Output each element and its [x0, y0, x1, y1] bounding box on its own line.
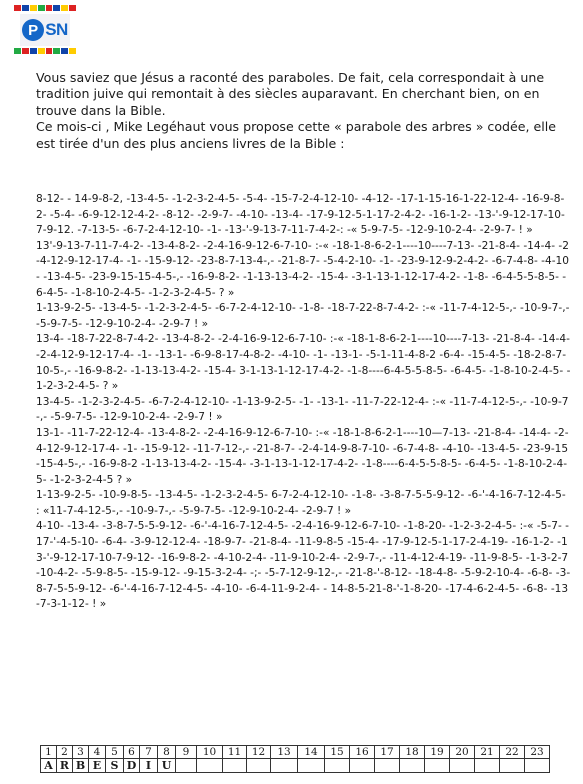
key-number-cell: 4 — [89, 746, 106, 759]
key-number-cell: 17 — [375, 746, 400, 759]
key-number-cell: 23 — [525, 746, 550, 759]
key-number-cell: 16 — [350, 746, 375, 759]
intro-text — [36, 70, 571, 152]
key-letter-cell — [197, 759, 223, 773]
code-paragraph: 13-1- -11-7-22-12-4- -13-4-8-2- -2-4-16-9-12-6-7-10- :-« -18-1-8-6-2-1----10—7-13- -21-8-4- -14-4- -2-4-12-9-12-17-4- -1- -15-9-12- -11-7-12-,- -21-8-7- -2-4-14-9-8-7-10- -6-7-4-8- -4-10- -13-4-5- -23-9-15-15-4-5-,- -16-9-8-2 -1-13-13-4-2- -15-4- -3-1-13-1-12-17-4-2- -1-8----6-4-5-5-8-5- -6-4-5- -1-8-10-2-4-5- -1-2-3-2-4-5 ? » — [36, 426, 569, 486]
code-paragraph: 13'-9-13-7-11-7-4-2- -13-4-8-2- -2-4-16-9-12-6-7-10- :-« -18-1-8-6-2-1----10----7-13- -21-8-4- -14-4- -2-4-12-9-12-17-4- -1- -15-9-12- -23-8-7-13-4-,- -21-8-7- -5-4-2-10- -1- -23-9-12-9-2-4-2- -6-7-4-8- -4-10- -13-4-5- -23-9-15-15-4-5-,- -16-9-8-2- -1-13-13-4-2- -15-4- -3-1-13-1-12-17-4-2- -1-8- -6-4-5-5-8-5- -6-4-5- -1-8-10-2-4-5- -1-2-3-2-4-5- ? » — [36, 239, 570, 299]
key-letter-cell: E — [89, 759, 106, 773]
key-number-cell: 15 — [325, 746, 350, 759]
key-letter-cell: S — [106, 759, 124, 773]
key-number-cell: 22 — [500, 746, 525, 759]
key-number-row — [41, 746, 550, 759]
key-number-cell: 7 — [140, 746, 158, 759]
key-letter-cell — [450, 759, 475, 773]
key-number-cell: 2 — [57, 746, 73, 759]
flag-strip-bottom — [14, 48, 76, 56]
key-letter-row — [41, 759, 550, 773]
key-letter-cell — [176, 759, 197, 773]
psn-logo — [14, 5, 76, 57]
coded-parable — [36, 192, 571, 613]
flag-strip-top — [14, 5, 76, 14]
key-number-cell: 19 — [425, 746, 450, 759]
key-number-cell: 21 — [475, 746, 500, 759]
intro-paragraph: Vous saviez que Jésus a raconté des paraboles. De fait, cela correspondait à une tradition juive qui remontait à des siècles auparavant. En cherchant bien, on en trouve dans la Bible. — [36, 70, 545, 118]
key-letter-cell: A — [41, 759, 57, 773]
code-paragraph: 1-13-9-2-5- -13-4-5- -1-2-3-2-4-5- -6-7-2-4-12-10- -1-8- -18-7-22-8-7-4-2- :-« -11-7-4-12-5-,- -10-9-7-,- -5-9-7-5- -12-9-10-2-4- -2-9-7 ! » — [36, 302, 570, 330]
logo-emblem — [20, 14, 70, 46]
decoding-key-table — [40, 745, 550, 773]
key-number-cell: 14 — [298, 746, 325, 759]
key-letter-cell: R — [57, 759, 73, 773]
intro-paragraph: Ce mois-ci , Mike Legéhaut vous propose cette « parabole des arbres » codée, elle est tirée d'un des plus anciens livres de la Bible : — [36, 119, 557, 151]
key-number-cell: 9 — [176, 746, 197, 759]
key-number-cell: 20 — [450, 746, 475, 759]
code-paragraph: 1-13-9-2-5- -10-9-8-5- -13-4-5- -1-2-3-2-4-5- 6-7-2-4-12-10- -1-8- -3-8-7-5-5-9-12- -6-'-4-16-7-12-4-5- : «11-7-4-12-5-,- -10-9-7-,- -5-9-7-5- -12-9-10-2-4- -2-9-7 ! » — [36, 489, 566, 517]
key-number-cell: 1 — [41, 746, 57, 759]
code-paragraph: 8-12- - 14-9-8-2, -13-4-5- -1-2-3-2-4-5- -5-4- -15-7-2-4-12-10- -4-12- -17-1-15-16-1-22-12-4- -16-9-8-2- -5-4- -6-9-12-12-4-2- -8-12- -2-9-7- -4-10- -13-4- -17-9-12-5-1-17-2-4-2- -16-1-2- -13-'-9-12-17-10-7-9-12. -7-13-5- -6-7-2-4-12-10- -1- -13-'-9-13-7-11-7-4-2-: -« 5-9-7-5- -12-9-10-2-4- -2-9-7- ! » — [36, 193, 565, 237]
logo-circle-mark: P — [22, 19, 44, 41]
key-letter-cell — [247, 759, 271, 773]
key-letter-cell — [271, 759, 298, 773]
key-letter-cell: I — [140, 759, 158, 773]
key-number-cell: 3 — [73, 746, 89, 759]
key-letter-cell — [223, 759, 247, 773]
logo-text: SN — [45, 20, 68, 39]
code-paragraph: 13-4- -18-7-22-8-7-4-2- -13-4-8-2- -2-4-16-9-12-6-7-10- :-« -18-1-8-6-2-1----10----7-13- -21-8-4- -14-4- -2-4-12-9-12-17-4- -1- -13-1- -6-9-8-17-4-8-2- -4-10- -1- -13-1- -5-1-11-4-8-2 -6-4- -15-4-5- -18-2-8-7-10-5-,- -16-9-8-2- -1-13-13-4-2- -15-4- 3-1-13-1-12-17-4-2- -1-8----6-4-5-5-8-5- -6-4-5- -1-8-10-2-4-5- -1-2-3-2-4-5- ? » — [36, 333, 571, 393]
key-number-cell: 5 — [106, 746, 124, 759]
key-number-cell: 11 — [223, 746, 247, 759]
key-letter-cell — [325, 759, 350, 773]
key-number-cell: 12 — [247, 746, 271, 759]
key-number-cell: 8 — [158, 746, 176, 759]
code-paragraph: 4-10- -13-4- -3-8-7-5-5-9-12- -6-'-4-16-7-12-4-5- -2-4-16-9-12-6-7-10- -1-8-20- -1-2-3-2-4-5- :-« -5-7- -17-'-4-5-10- -6-4- -3-9-12-12-4- -18-9-7- -21-8-4- -11-9-8-5 -15-4- -17-9-12-5-1-17-2-4-19- -16-1-2- -13-'-9-12-17-10-7-9-12- -16-9-8-2- -4-10-2-4- -11-9-10-2-4- -2-9-7-,- -11-4-12-4-19- -11-9-8-5- -1-3-2-7-10-4-2- -5-9-8-5- -15-9-12- -9-15-3-2-4- -;- -5-7-12-9-12-,- -21-8-'-8-12- -18-4-8- -5-9-2-10-4- -6-8- -3-8-7-5-5-9-12- -6-'-4-16-7-12-4-5- -4-10- -6-4-11-9-2-4- - 14-8-5-21-8-'-1-8-20- -17-4-6-2-4-5- -6-8- -13-7-3-1-12- ! » — [36, 520, 571, 611]
key-letter-cell — [375, 759, 400, 773]
key-letter-cell — [525, 759, 550, 773]
key-letter-cell — [475, 759, 500, 773]
key-number-cell: 6 — [124, 746, 140, 759]
code-paragraph: 13-4-5- -1-2-3-2-4-5- -6-7-2-4-12-10- -1-13-9-2-5- -1- -13-1- -11-7-22-12-4- :-« -11-7-4-12-5-,- -10-9-7-,- -5-9-7-5- -12-9-10-2-4- -2-9-7 ! » — [36, 395, 569, 424]
key-letter-cell — [500, 759, 525, 773]
key-letter-cell — [350, 759, 375, 773]
key-letter-cell — [425, 759, 450, 773]
key-letter-cell: U — [158, 759, 176, 773]
key-number-cell: 18 — [400, 746, 425, 759]
key-letter-cell — [400, 759, 425, 773]
key-number-cell: 10 — [197, 746, 223, 759]
key-letter-cell: D — [124, 759, 140, 773]
key-letter-cell: B — [73, 759, 89, 773]
key-letter-cell — [298, 759, 325, 773]
key-number-cell: 13 — [271, 746, 298, 759]
